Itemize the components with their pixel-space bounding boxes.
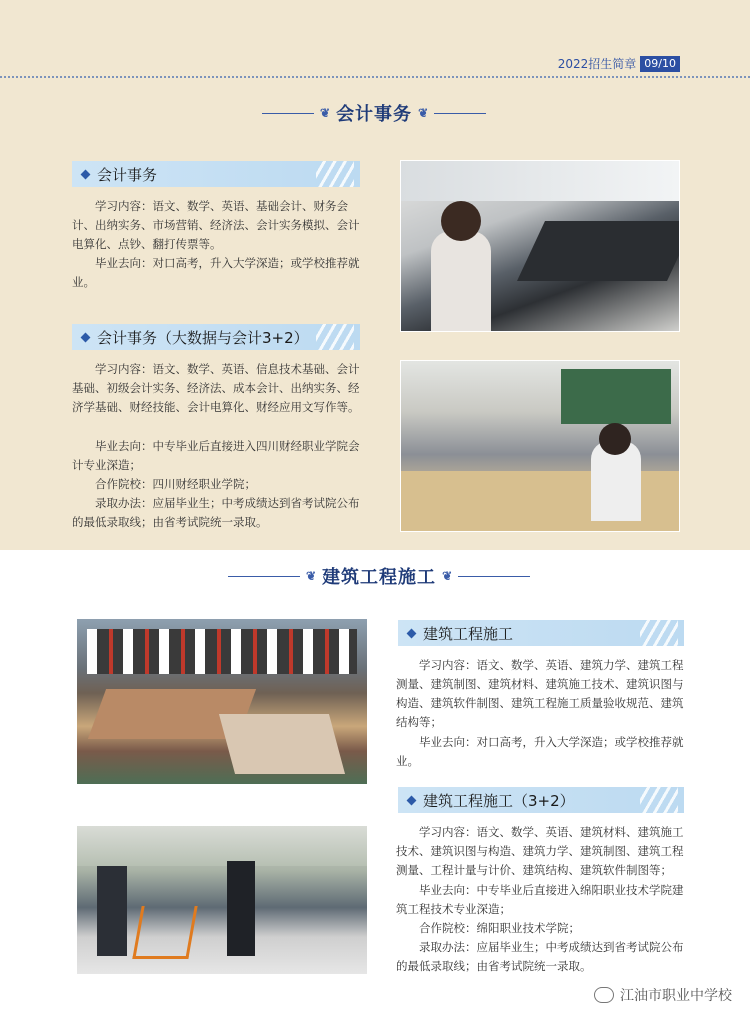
page-number: 09/10 [640, 56, 680, 72]
program-paragraph: 学习内容：语文、数学、英语、建筑力学、建筑工程测量、建筑制图、建筑材料、建筑施工技术、建筑识图与构造、建筑软件制图、建筑工程施工质量验收规范、建筑结构等； [396, 658, 684, 729]
section-heading: 建筑工程施工 [322, 567, 437, 588]
section-heading: 会计事务 [336, 104, 413, 125]
wechat-icon [594, 987, 614, 1003]
watermark-text: 江油市职业中学校 [620, 988, 732, 1004]
diamond-icon [81, 169, 91, 179]
page-header [558, 55, 680, 72]
classroom-photo [400, 160, 680, 332]
stripe-decoration [640, 787, 678, 813]
program-bar [398, 620, 684, 646]
program-paragraph: 学习内容：语文、数学、英语、建筑材料、建筑施工技术、建筑识图与构造、建筑力学、建筑制图、建筑工程测量、工程计量与计价、建筑结构、建筑软件制图等； [396, 825, 684, 877]
diamond-icon [407, 628, 417, 638]
program-title: 建筑工程施工（3+2） [423, 791, 575, 810]
title-rule-left [262, 113, 314, 114]
dotted-divider [0, 76, 750, 78]
title-rule-right [434, 113, 486, 114]
program-paragraph: 录取办法：应届毕业生；中考成绩达到省考试院公布的最低录取线；由省考试院统一录取。 [72, 496, 360, 529]
program-title: 建筑工程施工 [423, 624, 514, 643]
section-title-construction [228, 563, 530, 589]
stripe-decoration [316, 324, 354, 350]
ornament-icon: ❦ [442, 569, 453, 583]
building-model-photo [76, 618, 368, 785]
program-bar [398, 787, 684, 813]
stripe-decoration [316, 161, 354, 187]
ornament-icon: ❦ [418, 106, 429, 120]
diamond-icon [407, 795, 417, 805]
program-bar [72, 324, 360, 350]
program-title: 会计事务（大数据与会计3+2） [97, 328, 309, 347]
program-bar [72, 161, 360, 187]
program-paragraph: 毕业去向：中专毕业后直接进入四川财经职业学院会计专业深造； [72, 439, 360, 472]
title-rule-left [228, 576, 300, 577]
program-title: 会计事务 [97, 165, 158, 184]
diamond-icon [81, 332, 91, 342]
ornament-icon: ❦ [306, 569, 317, 583]
title-rule-right [458, 576, 530, 577]
section-title-accounting [262, 100, 486, 126]
stripe-decoration [640, 620, 678, 646]
program-paragraph: 录取办法：应届毕业生；中考成绩达到省考试院公布的最低录取线；由省考试院统一录取。 [396, 940, 684, 973]
program-paragraph: 毕业去向：对口高考，升入大学深造；或学校推荐就业。 [72, 256, 360, 289]
classroom-photo [400, 360, 680, 532]
program-paragraph: 毕业去向：中专毕业后直接进入绵阳职业技术学院建筑工程技术专业深造； [396, 883, 684, 916]
program-paragraph: 合作院校：四川财经职业学院； [95, 477, 256, 491]
program-paragraph: 毕业去向：对口高考，升入大学深造；或学校推荐就业。 [396, 735, 684, 768]
program-paragraph: 学习内容：语文、数学、英语、信息技术基础、会计基础、初级会计实务、经济法、成本会计、出纳实务、经济学基础、财经技能、会计电算化、财经应用文写作等。 [72, 362, 360, 414]
brochure-label: 2022招生简章 [557, 57, 637, 71]
wechat-watermark [594, 985, 732, 1005]
survey-practice-photo [76, 825, 368, 975]
ornament-icon: ❦ [320, 106, 331, 120]
program-paragraph: 学习内容：语文、数学、英语、基础会计、财务会计、出纳实务、市场营销、经济法、会计实务模拟、会计电算化、点钞、翻打传票等。 [72, 199, 360, 251]
program-paragraph: 合作院校：绵阳职业技术学院； [419, 921, 580, 935]
